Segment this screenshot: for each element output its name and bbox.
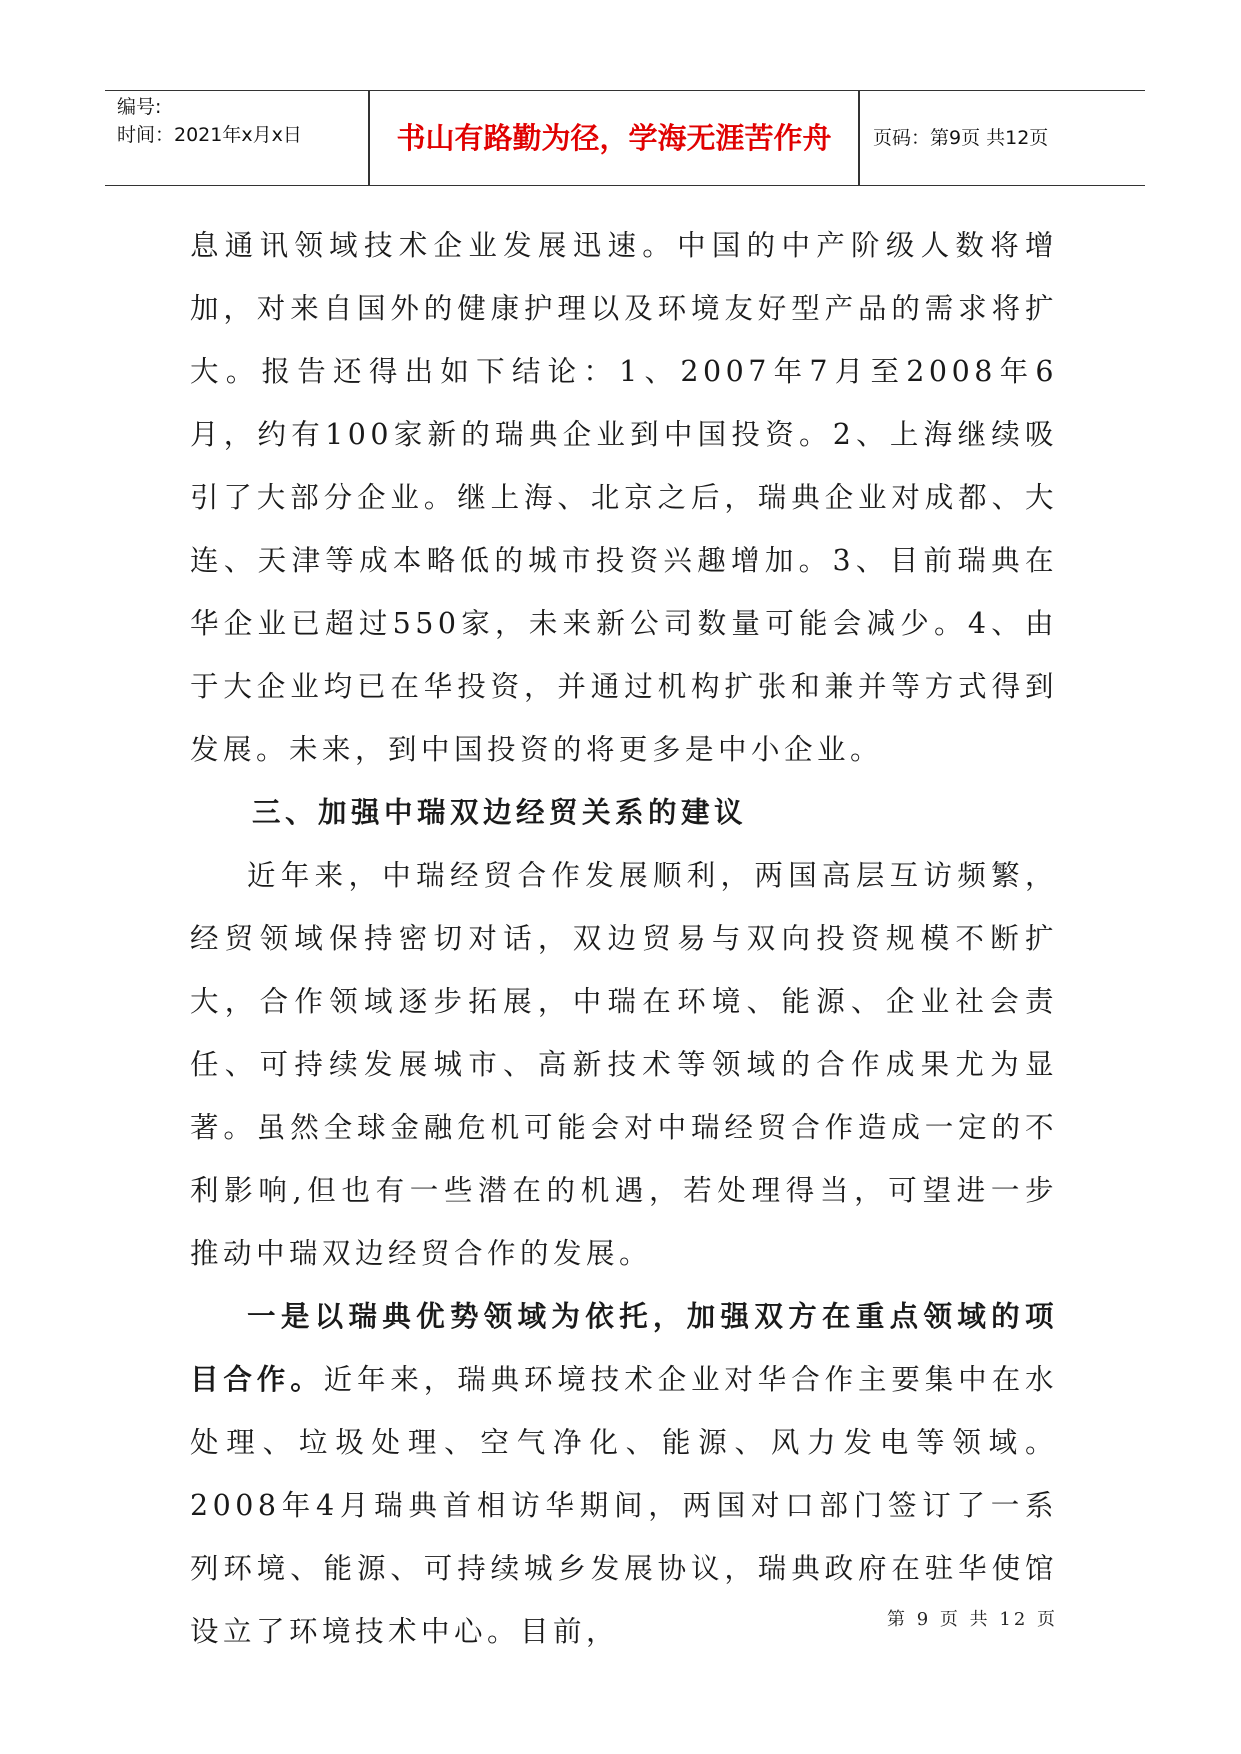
paragraph-continuation: 息通讯领域技术企业发展迅速。中国的中产阶级人数将增加，对来自国外的健康护理以及环境友好型产品的需求将扩大。报告还得出如下结论：1、2007年7月至2008年6月，约有100家新的瑞典企业到中国投资。2、上海继续吸引了大部分企业。继上海、北京之后，瑞典企业对成都、大连、天津等成本略低的城市投资兴趣增加。3、目前瑞典在华企业已超过550家，未来新公司数量可能会减少。4、由于大企业均已在华投资，并通过机构扩张和兼并等方式得到发展。未来，到中国投资的将更多是中小企业。 xyxy=(190,229,1058,766)
paragraph-text: 近年来，瑞典环境技术企业对华合作主要集中在水处理、垃圾处理、空气净化、能源、风力发电等领域。2008年4月瑞典首相访华期间，两国对口部门签订了一系列环境、能源、可持续城乡发展协议，瑞典政府在驻华使馆设立了环境技术中心。目前， xyxy=(190,1363,1058,1648)
header-divider xyxy=(858,91,860,185)
header-meta xyxy=(117,93,367,149)
document-body xyxy=(190,214,1058,1663)
paragraph: 近年来，中瑞经贸合作发展顺利，两国高层互访频繁，经贸领域保持密切对话，双边贸易与双向投资规模不断扩大，合作领域逐步拓展，中瑞在环境、能源、企业社会责任、可持续发展城市、高新技术等领域的合作成果尤为显著。虽然全球金融危机可能会对中瑞经贸合作造成一定的不利影响,但也有一些潜在的机遇，若处理得当，可望进一步推动中瑞双边经贸合作的发展。 xyxy=(190,859,1058,1270)
header-page-number: 页码：第9页 共12页 xyxy=(873,127,1049,149)
document-time-label: 时间：2021年x月x日 xyxy=(117,124,302,146)
paragraph-bold-lead: 一是以瑞典优势领域为依托，加强双方在重点领域的项目合作。 xyxy=(190,1299,1058,1396)
header-motto: 书山有路勤为径，学海无涯苦作舟 xyxy=(396,121,832,155)
page-footer: 第 9 页 共 12 页 xyxy=(887,1609,1058,1630)
document-number-label: 编号: xyxy=(117,96,162,118)
section-heading: 三、加强中瑞双边经贸关系的建议 xyxy=(252,795,748,829)
page-header xyxy=(105,90,1145,186)
